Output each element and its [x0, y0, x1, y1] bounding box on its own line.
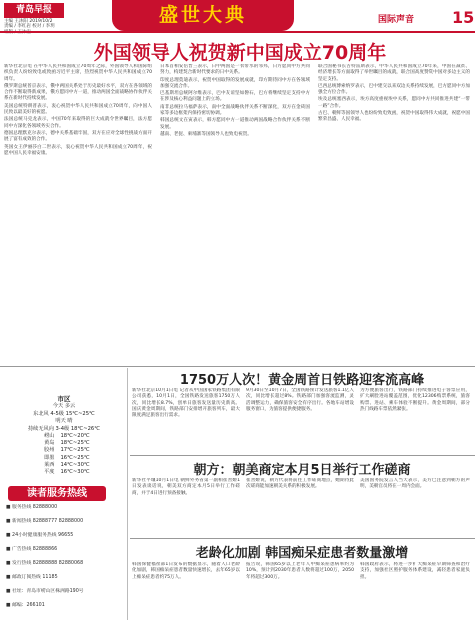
reader-service-item: ■ 广告热线 82888866 — [6, 547, 58, 552]
section-divider — [130, 538, 475, 539]
railway-story-column-1: 新华社北京10月1日电 记者从中国国家铁路集团有限公司获悉，10月1日，全国铁路发送旅客1750万人次，同比增长8.7%，创单日旅客发送量历史新高。国庆黄金周期间，铁路部门安排增开旅客列车，最大限度满足旅客出行需求。 — [132, 388, 240, 419]
story-headline-railway: 1750万人次！黄金周首日铁路迎客流高峰 — [179, 373, 425, 388]
city-temp: 14℃~30℃ — [60, 461, 90, 468]
reader-service-item: ■ 24小时健康服务热线 96655 — [6, 533, 74, 538]
weather-city-row — [4, 447, 124, 454]
weather-tomorrow-detail: 持续无风向 3-4级 18℃~26℃ — [27, 425, 101, 432]
main-headline: 外国领导人祝贺新中国成立70周年 — [93, 42, 387, 64]
lead-story-column-3 — [318, 64, 470, 364]
paragraph: 越南、老挝、柬埔寨等国领导人也致电祝贺。 — [160, 131, 252, 137]
reader-service-heading: 读者服务热线 — [8, 486, 106, 501]
weather-city-row — [4, 462, 124, 469]
story-headline-korea-us: 朝方：朝美商定本月5日举行工作磋商 — [193, 463, 411, 478]
reader-service-item: ■ 邮政订阅热线 11185 — [6, 575, 58, 580]
weather-wind: 东北风 4-5级 15℃~25℃ — [33, 410, 95, 417]
city-name: 崂山 — [44, 433, 55, 439]
weather-city-row — [4, 433, 124, 440]
story-headline-dementia: 老龄化加剧 韩国痴呆症患者数量激增 — [195, 546, 409, 561]
paragraph: 巴基斯坦总统阿尔维表示，巴中友谊坚如磐石，巴方将继续坚定支持中方在涉及核心利益问题上的立场。 — [160, 91, 310, 103]
railway-story-column-3: 为方便旅客出行，铁路部门持续推进电子客票应用，扩大刷脸进站覆盖范围，优化12306购票系统，旅客购票、进站、乘车体验不断提升。黄金周期间，部分热门线路车票依然紧张。 — [360, 388, 470, 412]
newspaper-logo: 青岛早报 — [4, 3, 64, 18]
page-number: 15 — [452, 8, 475, 27]
festival-banner — [112, 0, 294, 31]
weather-box — [4, 395, 124, 476]
korea-us-story-column-1: 新华社平壤10月1日电 朝鲜外务省第一副相崔善姬1日发表谈话说，朝美双方商定本月5日举行工作磋商，并于4日进行预备接触。 — [132, 478, 240, 496]
paragraph: 日本首相安倍晋三表示，日中两国是一衣带水的邻邦，日方愿同中方共同努力，构建契合新时代要求的日中关系。 — [160, 64, 310, 76]
paragraph: 德国总理默克尔表示，德中关系基础牢固，双方在应对全球性挑战方面开展了富有成效的合作。 — [4, 130, 152, 143]
city-name: 莱西 — [44, 461, 55, 468]
paragraph: 南非总统拉马福萨表示，南中全面战略伙伴关系不断深化，双方在金砖国家等多边框架内保持密切协调。 — [160, 104, 310, 117]
column-divider — [127, 368, 128, 620]
weather-city-row — [4, 455, 124, 462]
paragraph: 新华社北京电 在中华人民共和国成立70周年之际，外国领导人和国际组织负责人纷纷致电或致函习近平主席，热烈祝贺中华人民共和国成立70周年。 — [4, 64, 152, 82]
paragraph: 美国总统特朗普表示，衷心祝贺中华人民共和国成立70周年，向中国人民致以最美好的祝愿。 — [4, 103, 152, 116]
meta-line: 责编 / 李红岩 校对 / 李玥 — [4, 24, 55, 30]
paragraph: 印度总理莫迪表示，祝贺中国取得的发展成就，印方期待同中方在各领域加强交流合作。 — [160, 77, 310, 89]
dementia-story-column-1: 韩国保健福祉部1日发布的数据显示，随着人口老龄化加剧，韩国痴呆症患者数量快速增长，去年65岁以上痴呆症患者约75万人。 — [132, 562, 240, 580]
city-temp: 18℃~25℃ — [60, 440, 90, 447]
banner-title: 盛世大典 — [158, 4, 247, 26]
city-name: 胶州 — [44, 447, 55, 454]
reader-service-item: ■ 邮编：266101 — [6, 603, 45, 608]
section-divider — [0, 366, 475, 367]
city-temp: 17℃~25℃ — [60, 447, 90, 454]
section-divider — [130, 455, 475, 456]
weather-city-row — [4, 469, 124, 476]
reader-service-item: ■ 社址：青岛市崂山区株洲路190号 — [6, 589, 84, 594]
paragraph: 古巴、朝鲜等国领导人也纷纷致电致函，祝贺中国取得伟大成就，祝愿中国繁荣昌盛、人民幸福。 — [318, 111, 470, 123]
section-name: 国际声音 — [378, 15, 415, 25]
city-name: 平度 — [44, 469, 55, 476]
paragraph: 俄罗斯总统普京表示，俄中两国关系处于历史最好水平，双方在各领域的合作不断取得新成果，俄方愿同中方一道，推动两国全面战略协作伙伴关系在新时代持续发展。 — [4, 83, 152, 102]
dementia-story-column-2: 报告说，韩国65岁以上老年人中痴呆症患病率约为10%，预计到2030年患者人数将超过100万，2050年将超过300万。 — [246, 562, 354, 580]
header-divider — [0, 31, 475, 33]
city-name: 即墨 — [44, 454, 55, 461]
weather-today: 今天 多云 — [52, 403, 76, 409]
city-name: 黄岛 — [44, 440, 55, 447]
paragraph: 埃及总统塞西表示，埃方高度重视埃中关系，愿同中方共同推进共建“一带一路”合作。 — [318, 97, 470, 109]
page-header — [0, 0, 475, 37]
city-temp: 16℃~30℃ — [60, 469, 90, 476]
korea-us-story-column-2: 崔善姬说，朝方代表将前往工作磋商地点，她期待此次磋商能加速朝美关系的积极发展。 — [246, 478, 354, 490]
city-temp: 16℃~25℃ — [60, 454, 90, 461]
weather-city-row — [4, 440, 124, 447]
paragraph: 联合国秘书长古特雷斯表示，中华人民共和国成立70年来，中国在减贫、经济增长等方面取得了举世瞩目的成就，联合国高度赞赏中国对多边主义的坚定支持。 — [318, 64, 470, 82]
lead-story-column-2 — [160, 64, 310, 364]
paragraph: 巴西总统博索纳罗表示，巴中建交以来双边关系持续发展，巴方愿同中方加强全方位合作。 — [318, 83, 470, 96]
reader-service-item: ■ 新闻热线 82888777 82888000 — [6, 519, 84, 524]
city-temp: 18℃~20℃ — [60, 433, 90, 439]
reader-service-item: ■ 服务热线 82888000 — [6, 505, 58, 510]
meta-line: 主编 王沐阳 2019/10/2 — [4, 19, 53, 24]
dementia-story-column-3: 韩国政府表示，将进一步扩大痴呆症早期筛查和治疗支持，加强社区照护服务体系建设，减轻患者家庭负担。 — [360, 562, 470, 580]
paragraph: 英国女王伊丽莎白二世表示，衷心祝贺中华人民共和国成立70周年，祝愿中国人民幸福安康。 — [4, 144, 152, 156]
korea-us-story-column-3: 美国国务院发言人当天表示，美方已注意到朝方的声明，美朝官员将在一周内会面。 — [360, 478, 470, 490]
weather-city: 市区 — [57, 395, 71, 403]
paragraph: 韩国总统文在寅表示，韩方愿同中方一道推动两国战略合作伙伴关系不断发展。 — [160, 118, 310, 130]
lead-story-column-1 — [4, 64, 152, 364]
reader-service-item: ■ 发行热线 82888888 82880068 — [6, 561, 84, 566]
paragraph: 法国总统马克龙表示，中国70年来取得的巨大成就令世界瞩目，法方愿同中方深化各领域务实合作。 — [4, 117, 152, 129]
railway-story-column-2: 9月30日至10月7日，全国铁路预计发送旅客1.1亿人次，同比增长超过8%。铁路部门加强客流监测，灵活调整运力，确保旅客安全有序出行。各地车站增设服务窗口，为旅客提供便捷服务。 — [246, 388, 354, 412]
weather-tomorrow: 明天 晴 — [55, 418, 73, 424]
